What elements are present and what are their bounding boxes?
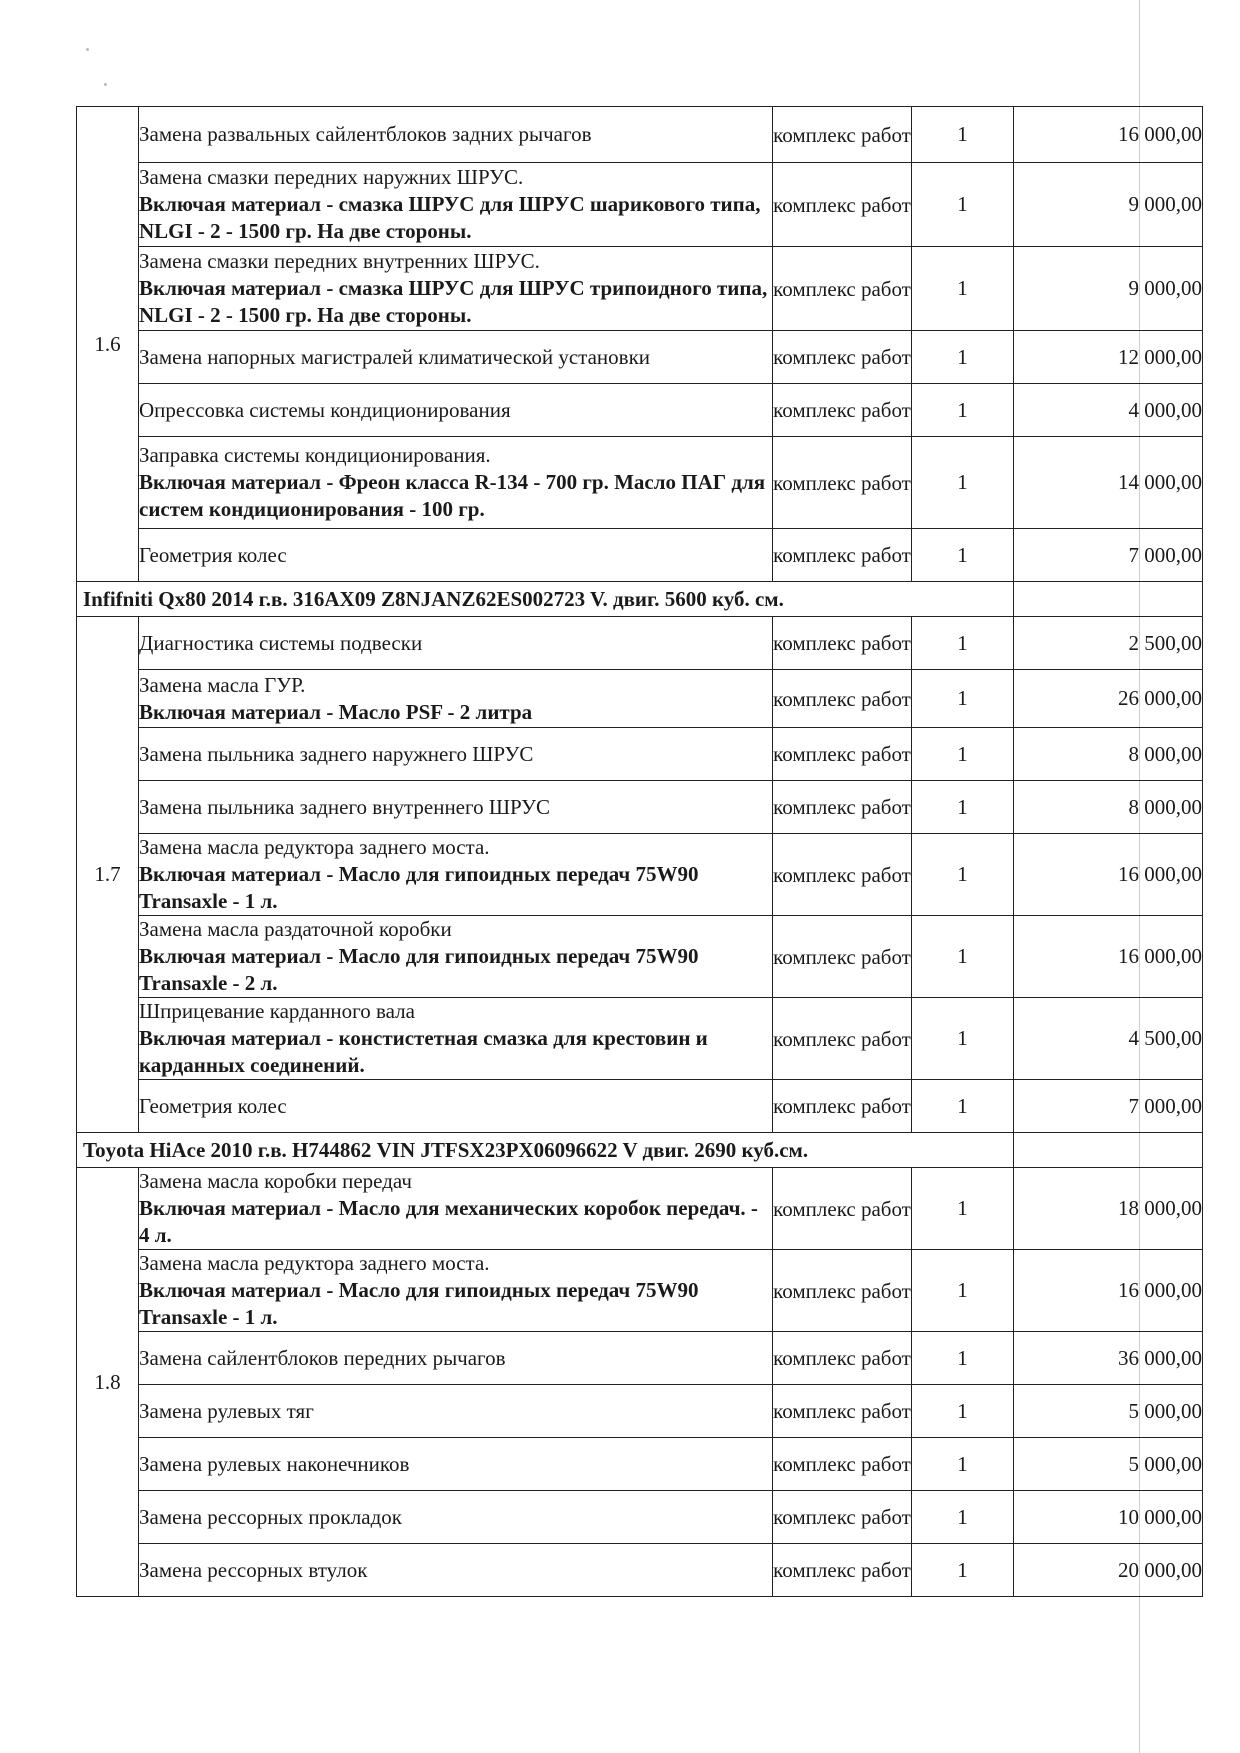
service-description — [139, 916, 773, 998]
table-row — [77, 1168, 1203, 1250]
price-cell: 14 000,00 — [1014, 437, 1203, 529]
unit-cell: комплекс работ — [773, 1080, 912, 1133]
price-cell: 4 500,00 — [1014, 998, 1203, 1080]
quantity-cell: 1 — [912, 670, 1014, 728]
quantity-cell: 1 — [912, 437, 1014, 529]
service-work: Геометрия колес — [139, 542, 287, 567]
service-description — [139, 1332, 773, 1385]
service-description — [139, 1491, 773, 1544]
table-row — [77, 916, 1203, 998]
vehicle-header: Infifniti Qx80 2014 г.в. 316АХ09 Z8NJANZ62ES002723 V. двиг. 5600 куб. см. — [77, 582, 1014, 617]
table-row — [77, 529, 1203, 582]
service-work: Замена пыльника заднего внутреннего ШРУС — [139, 794, 551, 819]
table-row — [77, 617, 1203, 670]
quantity-cell: 1 — [912, 384, 1014, 437]
quantity-cell: 1 — [912, 781, 1014, 834]
quantity-cell: 1 — [912, 834, 1014, 916]
service-work: Замена рессорных втулок — [139, 1557, 368, 1582]
unit-cell: комплекс работ — [773, 1332, 912, 1385]
service-description — [139, 728, 773, 781]
service-material: Включая материал - смазка ШРУС для ШРУС трипоидного типа, NLGI - 2 - 1500 гр. На две стороны. — [139, 276, 768, 327]
section-number: 1.7 — [77, 617, 139, 1133]
table-row — [77, 1080, 1203, 1133]
service-material: Включая материал - Масло для гипоидных передач 75W90 Transaxle - 1 л. — [139, 1278, 699, 1329]
table-row — [77, 1438, 1203, 1491]
service-work: Замена пыльника заднего наружнего ШРУС — [139, 741, 534, 766]
services-table-body — [77, 107, 1203, 1597]
service-description — [139, 617, 773, 670]
vehicle-header: Toyota HiAce 2010 г.в. Н744862 VIN JTFSX23PX06096622 V двиг. 2690 куб.см. — [77, 1133, 1014, 1168]
table-row — [77, 781, 1203, 834]
price-cell: 26 000,00 — [1014, 670, 1203, 728]
quantity-cell: 1 — [912, 1544, 1014, 1597]
price-cell: 7 000,00 — [1014, 1080, 1203, 1133]
quantity-cell: 1 — [912, 728, 1014, 781]
service-description — [139, 1168, 773, 1250]
quantity-cell: 1 — [912, 1168, 1014, 1250]
service-material: Включая материал - смазка ШРУС для ШРУС шарикового типа, NLGI - 2 - 1500 гр. На две стороны. — [139, 192, 761, 243]
service-description — [139, 163, 773, 247]
quantity-cell: 1 — [912, 331, 1014, 384]
price-cell: 9 000,00 — [1014, 247, 1203, 331]
table-row — [77, 998, 1203, 1080]
unit-cell: комплекс работ — [773, 331, 912, 384]
table-row — [77, 384, 1203, 437]
price-cell: 7 000,00 — [1014, 529, 1203, 582]
table-row — [77, 728, 1203, 781]
table-row — [77, 670, 1203, 728]
service-description — [139, 834, 773, 916]
service-work: Замена напорных магистралей климатической установки — [139, 344, 651, 369]
price-cell: 18 000,00 — [1014, 1168, 1203, 1250]
service-work: Замена масла редуктора заднего моста. — [139, 1251, 490, 1275]
unit-cell: комплекс работ — [773, 728, 912, 781]
table-row — [77, 331, 1203, 384]
service-work: Замена смазки передних внутренних ШРУС. — [139, 249, 540, 273]
service-work: Геометрия колес — [139, 1093, 287, 1118]
quantity-cell: 1 — [912, 1332, 1014, 1385]
price-cell: 8 000,00 — [1014, 728, 1203, 781]
unit-cell: комплекс работ — [773, 1544, 912, 1597]
service-description — [139, 998, 773, 1080]
quantity-cell: 1 — [912, 1438, 1014, 1491]
service-description — [139, 247, 773, 331]
service-material: Включая материал - Фреон класса R-134 - 700 гр. Масло ПАГ для систем кондиционирования - 100 гр. — [139, 470, 766, 521]
quantity-cell: 1 — [912, 529, 1014, 582]
service-work: Шприцевание карданного вала — [139, 999, 415, 1023]
unit-cell: комплекс работ — [773, 834, 912, 916]
unit-cell: комплекс работ — [773, 1491, 912, 1544]
unit-cell: комплекс работ — [773, 1250, 912, 1332]
table-row — [77, 1385, 1203, 1438]
service-work: Замена развальных сайлентблоков задних рычагов — [139, 122, 592, 146]
scan-speck — [104, 83, 107, 86]
section-number: 1.8 — [77, 1168, 139, 1597]
price-cell: 5 000,00 — [1014, 1438, 1203, 1491]
price-cell: 4 000,00 — [1014, 384, 1203, 437]
unit-cell: комплекс работ — [773, 437, 912, 529]
service-work: Замена масла коробки передач — [139, 1169, 412, 1193]
section-number: 1.6 — [77, 107, 139, 582]
service-work: Замена рулевых тяг — [139, 1398, 314, 1423]
unit-cell: комплекс работ — [773, 1385, 912, 1438]
service-description — [139, 670, 773, 728]
table-row — [77, 1544, 1203, 1597]
table-row — [77, 1250, 1203, 1332]
service-work: Замена масла редуктора заднего моста. — [139, 835, 490, 859]
service-description — [139, 1080, 773, 1133]
service-material: Включая материал - констистетная смазка для крестовин и карданных соединений. — [139, 1026, 708, 1077]
unit-cell: комплекс работ — [773, 1168, 912, 1250]
price-cell: 8 000,00 — [1014, 781, 1203, 834]
vehicle-header-empty — [1014, 582, 1203, 617]
service-material: Включая материал - Масло PSF - 2 литра — [139, 699, 533, 724]
unit-cell: комплекс работ — [773, 998, 912, 1080]
price-cell: 2 500,00 — [1014, 617, 1203, 670]
service-description — [139, 384, 773, 437]
service-description — [139, 1385, 773, 1438]
table-row — [77, 437, 1203, 529]
table-row — [77, 247, 1203, 331]
service-material: Включая материал - Масло для механических коробок передач. - 4 л. — [139, 1196, 758, 1247]
scan-speck — [86, 48, 89, 51]
table-row — [77, 163, 1203, 247]
price-cell: 5 000,00 — [1014, 1385, 1203, 1438]
unit-cell: комплекс работ — [773, 529, 912, 582]
service-material: Включая материал - Масло для гипоидных передач 75W90 Transaxle - 2 л. — [139, 944, 699, 995]
price-cell: 16 000,00 — [1014, 1250, 1203, 1332]
price-cell: 9 000,00 — [1014, 163, 1203, 247]
price-cell: 36 000,00 — [1014, 1332, 1203, 1385]
service-description — [139, 107, 773, 163]
price-cell: 16 000,00 — [1014, 834, 1203, 916]
vehicle-header-row — [77, 582, 1203, 617]
unit-cell: комплекс работ — [773, 1438, 912, 1491]
unit-cell: комплекс работ — [773, 670, 912, 728]
quantity-cell: 1 — [912, 617, 1014, 670]
service-work: Замена рессорных прокладок — [139, 1504, 402, 1529]
service-work: Замена рулевых наконечников — [139, 1451, 410, 1476]
unit-cell: комплекс работ — [773, 247, 912, 331]
unit-cell: комплекс работ — [773, 107, 912, 163]
table-row — [77, 107, 1203, 163]
quantity-cell: 1 — [912, 163, 1014, 247]
quantity-cell: 1 — [912, 1250, 1014, 1332]
vehicle-header-empty — [1014, 1133, 1203, 1168]
price-cell: 10 000,00 — [1014, 1491, 1203, 1544]
service-work: Опрессовка системы кондиционирования — [139, 397, 511, 422]
quantity-cell: 1 — [912, 1385, 1014, 1438]
service-description — [139, 1250, 773, 1332]
quantity-cell: 1 — [912, 107, 1014, 163]
service-work: Замена масла ГУР. — [139, 672, 306, 697]
quantity-cell: 1 — [912, 916, 1014, 998]
services-price-table — [76, 106, 1203, 1597]
price-cell: 16 000,00 — [1014, 916, 1203, 998]
price-cell: 20 000,00 — [1014, 1544, 1203, 1597]
service-work: Заправка системы кондиционирования. — [139, 443, 491, 467]
service-description — [139, 331, 773, 384]
service-description — [139, 1438, 773, 1491]
vehicle-header-row — [77, 1133, 1203, 1168]
service-description — [139, 437, 773, 529]
quantity-cell: 1 — [912, 1080, 1014, 1133]
service-description — [139, 1544, 773, 1597]
service-description — [139, 781, 773, 834]
quantity-cell: 1 — [912, 998, 1014, 1080]
unit-cell: комплекс работ — [773, 617, 912, 670]
service-work: Замена масла раздаточной коробки — [139, 917, 452, 941]
quantity-cell: 1 — [912, 247, 1014, 331]
unit-cell: комплекс работ — [773, 384, 912, 437]
service-work: Диагностика системы подвески — [139, 630, 423, 655]
service-work: Замена сайлентблоков передних рычагов — [139, 1345, 506, 1370]
quantity-cell: 1 — [912, 1491, 1014, 1544]
price-cell: 12 000,00 — [1014, 331, 1203, 384]
service-work: Замена смазки передних наружних ШРУС. — [139, 165, 524, 189]
table-row — [77, 834, 1203, 916]
unit-cell: комплекс работ — [773, 781, 912, 834]
table-row — [77, 1332, 1203, 1385]
price-cell: 16 000,00 — [1014, 107, 1203, 163]
service-description — [139, 529, 773, 582]
unit-cell: комплекс работ — [773, 163, 912, 247]
table-row — [77, 1491, 1203, 1544]
service-material: Включая материал - Масло для гипоидных передач 75W90 Transaxle - 1 л. — [139, 862, 699, 913]
unit-cell: комплекс работ — [773, 916, 912, 998]
